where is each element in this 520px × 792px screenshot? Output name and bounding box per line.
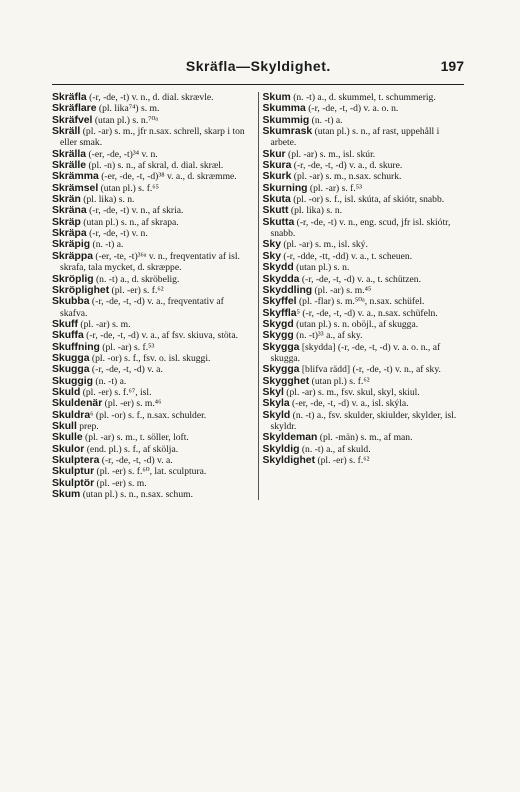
entry-headword: Skull [52,420,77,432]
dictionary-entry [263,319,465,330]
entry-definition: (-r, -de, -t, -d) v. a., t. schützen. [299,273,422,285]
dictionary-entry [263,160,465,171]
entry-headword: Skuffning [52,341,100,353]
dictionary-entry [263,251,465,262]
dictionary-entry [52,296,254,319]
dictionary-entry [52,115,254,126]
entry-headword: Skyl [262,386,284,398]
dictionary-entry [263,330,465,341]
entry-headword: Skräpig [52,239,91,251]
dictionary-entry [52,103,254,114]
entry-headword: Skyldeman [262,432,318,444]
entry-definition: (pl. -ar) s. m., fsv. skul, skyl, skiul. [283,386,420,398]
entry-headword: Skulptera [52,455,100,466]
dictionary-entry [52,432,254,443]
entry-definition: (-er, -te, -t)³⁶ᵃ v. n., freqventativ af isl. skrafa, tala mycket, d. skræppe. [60,250,240,274]
entry-definition: (end. pl.) s. f., af skölja. [84,443,179,455]
dictionary-entry [263,103,465,114]
dictionary-entry [263,194,465,205]
dictionary-entry [263,364,465,375]
entry-headword: Skyffla [262,307,297,319]
entry-headword: Skulptur [52,466,95,478]
entry-headword: Skum [52,489,81,501]
dictionary-entry [263,171,465,182]
dictionary-entry [263,376,465,387]
entry-headword: Skuld [52,386,81,398]
entry-definition: (n. -t) a. [309,114,343,126]
entry-definition: (pl. -er) s. m. [94,477,147,489]
dictionary-entry [52,194,254,205]
entry-headword: Skyla [262,398,290,410]
entry-headword: Skrämsel [52,182,99,194]
dictionary-entry [52,364,254,375]
entry-headword: Skutt [262,205,289,217]
entry-headword: Skurk [262,171,292,183]
entry-headword: Skulle [52,432,83,444]
entry-definition: (pl. -ar) s. m.⁴⁵ [312,284,372,296]
entry-headword: Skröplighet [52,284,110,296]
entry-definition: (pl. -flar) s. m.⁵⁰ᵃ, n.sax. schüfel. [296,296,425,308]
entry-definition: (pl. -er) s. f.⁶⁰, lat. sculptura. [94,466,207,478]
entry-definition: (n. -t) a. [90,239,124,251]
entry-definition: (n. -t) a. [92,375,127,387]
running-title: Skräfla—Skyldighet. [185,58,331,74]
entry-definition: (utan pl.) s. f.⁶² [309,375,370,387]
dictionary-entry [52,126,254,149]
entry-definition: (n. -t)³³ a., af sky. [293,330,363,342]
entry-definition: (pl. -or) s. f., isl. skúta, af skiótr, snabb. [290,194,445,206]
dictionary-entry [52,205,254,216]
entry-headword: Skräp [52,216,81,228]
entry-definition: (pl. -ar) s. m., isl. skúr. [285,148,376,160]
entry-definition: (-r, -de, -t, -d) v. a., af fsv. skiuva, stöta. [83,330,238,342]
dictionary-entry [52,228,254,239]
entry-headword: Skur [262,148,286,160]
entry-definition: (-r, -de, -t, -d) v. a. [99,455,173,466]
entry-headword: Skräppa [52,250,94,262]
dictionary-entry [263,398,465,409]
entry-definition: (pl. lika) s. n. [80,194,135,206]
entry-definition: (-er, -de, -t, -d) v. a., isl. skýla. [289,398,409,410]
entry-headword: Skuta [262,194,291,206]
entry-headword: Skygga [262,341,300,353]
entry-headword: Skulptör [52,477,95,489]
header-rule [52,84,464,85]
entry-headword: Skräflare [52,103,97,115]
entry-headword: Skuldenär [52,398,103,410]
dictionary-entry [263,444,465,455]
entry-definition: (pl. -ar) s. m., isl. ský. [281,239,368,251]
dictionary-entry [52,149,254,160]
entry-headword: Skröplig [52,273,94,285]
entry-headword: Skuff [52,318,78,330]
entry-headword: Skrän [52,194,81,206]
dictionary-entry [263,285,465,296]
entry-definition: (pl. -ar) s. m., t. söller, loft. [82,432,189,444]
dictionary-entry [263,205,465,216]
entry-headword: Skulor [52,443,85,455]
dictionary-entry [263,387,465,398]
entry-definition: (-r, -de, -t) v. n., d. dial. skrævle. [86,92,214,103]
entry-definition: (-r, -dde, -tt, -dd) v. a., t. scheuen. [281,250,413,262]
entry-definition: (pl. -ar) s. m., jfr n.sax. schrell, skarp i ton eller smak. [60,126,245,149]
dictionary-entry [52,466,254,477]
dictionary-entry [52,183,254,194]
entry-headword: Skräfla [52,92,87,103]
entry-definition: (utan pl.) s. n., af rast, uppehåll i arbete. [270,126,440,149]
entry-definition: ⁶ (pl. -or) s. f., n.sax. schulder. [90,409,207,421]
entry-definition: (utan pl.) s. n. [293,262,350,274]
entry-definition: (pl. lika⁷⁴) s. m. [96,103,160,115]
dictionary-entry [52,251,254,274]
dictionary-entry [52,217,254,228]
dictionary-entry [52,376,254,387]
entry-headword: Skumma [262,103,306,115]
entry-definition: (pl. -er) s. f.⁶² [109,284,164,296]
entry-definition: (utan pl.) s. f.⁶⁵ [98,182,159,194]
entry-definition: (utan pl.) s. n. oböjl., af skugga. [293,318,419,330]
entry-headword: Skum [262,92,291,103]
entry-definition: (pl. -ar) s. f.⁵³ [99,341,155,353]
entry-headword: Skugga [52,352,90,364]
entry-headword: Skyddling [262,284,313,296]
entry-definition: (pl. -ar) s. m., n.sax. schurk. [291,171,402,183]
dictionary-entry [52,478,254,489]
entry-definition: (utan pl.) s. n., af skrapa. [80,216,179,228]
dictionary-entry [263,308,465,319]
entry-definition: (-er, -de, -t)³⁴ v. n. [86,148,158,160]
dictionary-entry [52,160,254,171]
entry-definition: (pl. -er) s. f.⁶² [315,455,370,466]
entry-definition: ⁵ (-r, -de, -t, -d) v. a., n.sax. schüfeln. [296,307,438,319]
entry-definition: (pl. -er) s. m.⁴⁶ [102,398,162,410]
dictionary-entry [52,239,254,250]
entry-headword: Skugga [52,364,90,376]
entry-headword: Skyffel [262,296,297,308]
entry-definition: (pl. lika) s. n. [288,205,343,217]
entry-headword: Skummig [262,114,310,126]
entry-headword: Skuldra [52,409,91,421]
entry-headword: Skrälle [52,160,87,172]
dictionary-entry [263,432,465,443]
dictionary-entry [263,262,465,273]
dictionary-entry [52,92,254,103]
dictionary-entry [263,183,465,194]
entry-definition: (pl. -n) s. n., af skral, d. dial. skræl. [86,160,224,172]
entry-headword: Skräpa [52,228,87,240]
entry-definition: (-r, -de, -t) v. n., af skria. [86,205,184,217]
entry-headword: Skumrask [262,126,313,138]
entry-headword: Sky [262,250,281,262]
right-column [258,92,465,500]
entry-definition: (-r, -de, -t, -d) v. a. o. n. [305,103,399,115]
entry-definition: (-r, -de, -t, -d) v. a. [89,364,163,376]
entry-definition: (-r, -de, -t, -d) v. a., freqventativ af skafva. [60,296,224,319]
dictionary-entry [52,444,254,455]
dictionary-entry [263,274,465,285]
entry-definition: (pl. -ar) s. m. [77,318,131,330]
entry-definition: (n. -t) a., d. skummel, t. schummerig. [290,92,436,103]
entry-headword: Skutta [262,216,295,228]
entry-definition: [skydda] (-r, -de, -t, -d) v. a. o. n., af skugga. [270,341,441,364]
dictionary-entry [52,342,254,353]
entry-headword: Skygga [262,364,300,376]
page-number: 197 [440,58,464,74]
entry-headword: Skuggig [52,375,93,387]
entry-definition: (n. -t) a., fsv. skulder, skiulder, skylder, isl. skyldr. [270,409,457,432]
entry-headword: Skydda [262,273,300,285]
entry-columns [52,92,464,500]
dictionary-entry [263,342,465,365]
entry-headword: Skygd [262,318,294,330]
entry-definition: (pl. -ar) s. f.⁵³ [307,182,362,194]
entry-headword: Skuffa [52,330,84,342]
entry-headword: Skyldighet [262,455,316,466]
dictionary-entry [263,149,465,160]
dictionary-entry [263,455,465,466]
dictionary-entry [52,410,254,421]
entry-definition: (-er, -de, -t, -d)³⁸ v. a., d. skræmme. [98,171,237,183]
entry-definition: (utan pl.) s. n., n.sax. schum. [80,489,194,501]
dictionary-entry [263,296,465,307]
dictionary-entry [52,353,254,364]
dictionary-entry [52,319,254,330]
dictionary-entry [52,274,254,285]
dictionary-entry [52,398,254,409]
entry-headword: Skräll [52,126,81,138]
entry-definition: (pl. -or) s. f., fsv. o. isl. skuggi. [89,352,211,364]
entry-headword: Skyldig [262,443,300,455]
entry-headword: Sky [262,239,281,251]
entry-definition: (-r, -de, -t, -d) v. a., d. skure. [291,160,403,172]
entry-definition: (pl. -er) s. f.⁶⁷, isl. [80,386,152,398]
entry-headword: Skygghet [262,375,310,387]
entry-headword: Skrälla [52,148,87,160]
entry-headword: Skura [262,160,292,172]
entry-headword: Skräfvel [52,114,93,126]
entry-headword: Skyld [262,409,291,421]
dictionary-entry [52,455,254,466]
dictionary-entry [263,126,465,149]
dictionary-entry [263,410,465,433]
dictionary-entry [52,330,254,341]
entry-definition: prep. [76,420,99,432]
entry-headword: Skubba [52,296,90,308]
dictionary-entry [263,92,465,103]
entry-headword: Skräna [52,205,87,217]
entry-definition: (n. -t) a., af skuld. [299,443,371,455]
dictionary-entry [52,171,254,182]
entry-definition: (-r, -de, -t) v. n., eng. scud, jfr isl. skiótr, snabb. [270,216,451,240]
dictionary-entry [263,239,465,250]
dictionary-entry [52,387,254,398]
dictionary-entry [52,421,254,432]
entry-definition: (utan pl.) s. n.⁷⁰ᵃ [92,114,158,126]
dictionary-entry [52,489,254,500]
entry-headword: Skurning [262,182,308,194]
dictionary-entry [52,285,254,296]
left-column [52,92,258,500]
entry-headword: Skrämma [52,171,99,183]
entry-headword: Skygg [262,330,294,342]
dictionary-entry [263,217,465,240]
entry-definition: (n. -t) a., d. skröbelig. [93,273,180,285]
dictionary-entry [263,115,465,126]
entry-definition: (pl. -män) s. m., af man. [317,432,413,444]
entry-definition: [blifva rädd] (-r, -de, -t) v. n., af sky. [299,364,441,376]
entry-definition: (-r, -de, -t) v. n. [86,228,148,240]
entry-headword: Skydd [262,262,294,274]
page-header [52,58,464,74]
